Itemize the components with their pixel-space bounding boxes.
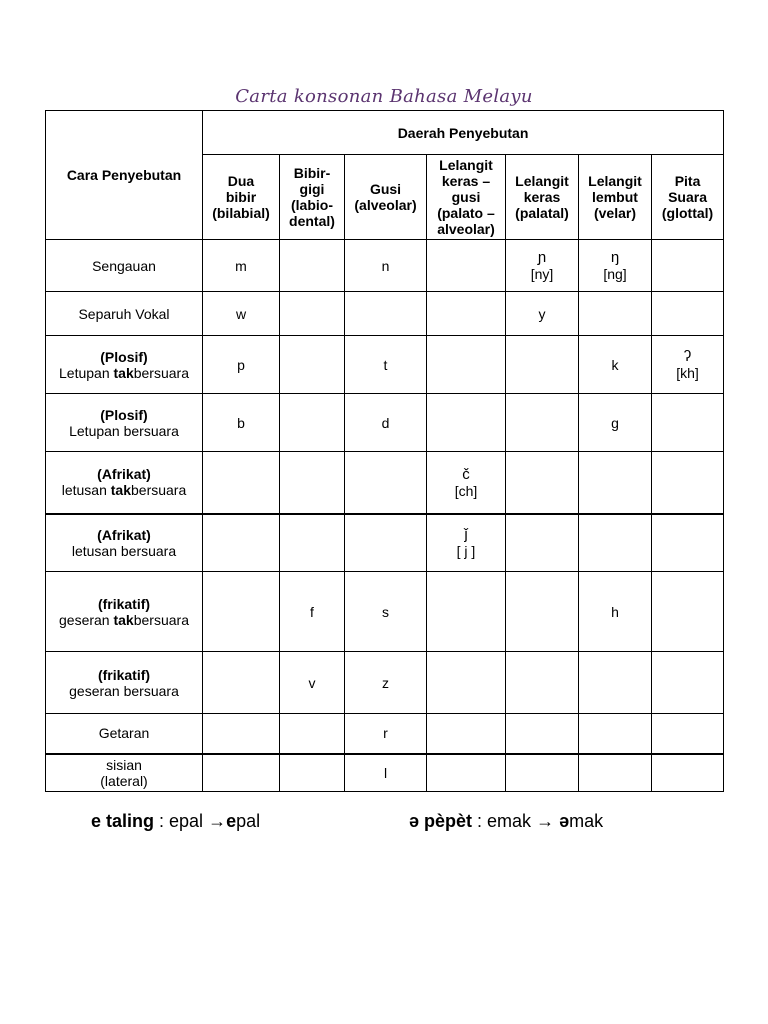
place-label-line: Bibir- — [293, 165, 331, 181]
ipa-symbol: ɲ — [537, 249, 547, 266]
consonant-cell — [652, 754, 724, 792]
consonant-cell — [280, 336, 345, 394]
consonant-cell — [345, 336, 427, 394]
place-header: Daerah Penyebutan — [203, 111, 724, 155]
manner-row — [46, 452, 724, 514]
consonant-cell — [280, 514, 345, 572]
manner-text: letusan — [61, 482, 111, 499]
place-label-line: (bilabial) — [212, 205, 270, 221]
consonant-cell — [579, 336, 652, 394]
consonant-cell — [345, 754, 427, 792]
consonant-cell — [345, 292, 427, 336]
manner-label — [46, 514, 203, 572]
consonant-cell — [427, 336, 506, 394]
manner-text: Separuh Vokal — [78, 305, 170, 322]
manner-text: sisian — [106, 756, 142, 773]
e-pepet-bold: ə — [554, 811, 570, 831]
header-row — [46, 111, 724, 155]
manner-label — [46, 336, 203, 394]
consonant-cell — [579, 652, 652, 714]
place-label-line: (palatal) — [515, 205, 569, 221]
place-label-line: alveolar) — [437, 221, 495, 237]
place-label-line: gusi — [451, 189, 481, 205]
romanization: [ny] — [530, 266, 554, 282]
manner-label — [46, 652, 203, 714]
consonant-cell — [579, 292, 652, 336]
place-column-header — [280, 155, 345, 240]
consonant-cell — [579, 714, 652, 754]
consonant-cell — [345, 394, 427, 452]
consonant-symbol: f — [310, 603, 314, 620]
arrow-right-icon: → — [208, 811, 227, 831]
romanization: [kh] — [676, 365, 699, 381]
place-label-line: Lelangit — [515, 173, 569, 189]
manner-row — [46, 514, 724, 572]
consonant-cell — [427, 714, 506, 754]
consonant-cell — [203, 240, 280, 292]
manner-row — [46, 292, 724, 336]
consonant-symbol: r — [383, 725, 388, 742]
consonant-cell — [280, 292, 345, 336]
consonant-cell — [506, 452, 579, 514]
consonant-chart-table — [45, 110, 724, 792]
consonant-cell — [506, 754, 579, 792]
manner-text: tak — [113, 364, 134, 381]
manner-text: Sengauan — [92, 257, 156, 274]
manner-text: (Afrikat) — [97, 466, 151, 483]
consonant-cell — [345, 240, 427, 292]
place-label-line: Dua — [227, 173, 255, 189]
manner-row — [46, 572, 724, 652]
manner-text: Letupan bersuara — [69, 422, 179, 439]
manner-text: tak — [113, 611, 134, 628]
e-pepet-example: : emak — [472, 811, 537, 831]
manner-text: (frikatif) — [97, 595, 151, 612]
manner-text: (lateral) — [100, 772, 148, 789]
manner-row — [46, 336, 724, 394]
place-label-line: Lelangit — [439, 157, 493, 173]
manner-label — [46, 292, 203, 336]
manner-text: geseran — [59, 611, 114, 628]
consonant-cell — [427, 652, 506, 714]
consonant-cell — [203, 572, 280, 652]
arrow-right-icon: → — [536, 811, 555, 831]
consonant-symbol: z — [382, 674, 389, 691]
consonant-cell — [345, 514, 427, 572]
place-column-header — [427, 155, 506, 240]
manner-text: (Plosif) — [100, 348, 148, 365]
consonant-cell — [652, 714, 724, 754]
consonant-cell — [345, 452, 427, 514]
manner-label — [46, 572, 203, 652]
consonant-symbol: g — [611, 414, 619, 431]
e-taling-rest: pal — [236, 811, 261, 831]
manner-row — [46, 754, 724, 792]
ipa-symbol: č — [462, 465, 470, 483]
manner-label — [46, 754, 203, 792]
e-pepet-rest: mak — [569, 811, 604, 831]
consonant-cell — [652, 452, 724, 514]
consonant-cell — [203, 514, 280, 572]
consonant-cell — [652, 394, 724, 452]
consonant-symbol: t — [383, 356, 388, 373]
consonant-cell — [652, 572, 724, 652]
consonant-cell — [579, 514, 652, 572]
consonant-cell — [652, 292, 724, 336]
consonant-cell — [203, 292, 280, 336]
e-taling-bold: e — [226, 811, 237, 831]
consonant-cell — [427, 452, 506, 514]
manner-text: bersuara — [133, 364, 189, 381]
manner-text: bersuara — [133, 611, 189, 628]
place-column-header — [345, 155, 427, 240]
consonant-cell — [280, 652, 345, 714]
consonant-symbol: k — [611, 356, 619, 373]
consonant-cell — [506, 394, 579, 452]
consonant-cell — [579, 394, 652, 452]
manner-text: letusan bersuara — [71, 542, 177, 559]
romanization: [ng] — [603, 266, 627, 282]
place-label-line: (labio- — [291, 197, 333, 213]
consonant-cell — [579, 452, 652, 514]
consonant-cell — [203, 714, 280, 754]
consonant-cell — [427, 292, 506, 336]
consonant-cell — [506, 652, 579, 714]
consonant-symbol: d — [381, 414, 390, 431]
consonant-symbol: y — [538, 305, 546, 322]
manner-text: bersuara — [131, 482, 187, 499]
consonant-cell — [506, 240, 579, 292]
place-label-line: lembut — [592, 189, 638, 205]
place-label-line: dental) — [289, 213, 335, 229]
e-taling-example: : epal — [154, 811, 209, 831]
romanization: [ch] — [454, 482, 478, 499]
consonant-cell — [203, 652, 280, 714]
e-taling-note — [91, 811, 260, 832]
place-label-line: (glottal) — [661, 205, 714, 221]
consonant-cell — [345, 652, 427, 714]
consonant-cell — [203, 452, 280, 514]
consonant-symbol: p — [237, 356, 245, 373]
consonant-cell — [506, 292, 579, 336]
place-label-line: bibir — [225, 189, 257, 205]
consonant-symbol: w — [235, 305, 247, 322]
consonant-cell — [579, 754, 652, 792]
manner-text: (Plosif) — [100, 406, 148, 423]
consonant-cell — [506, 572, 579, 652]
manner-label — [46, 452, 203, 514]
consonant-cell — [506, 336, 579, 394]
e-pepet-term: ə pèpèt — [409, 811, 473, 831]
manner-text: tak — [110, 482, 131, 499]
consonant-symbol: v — [308, 674, 316, 691]
manner-text: (Afrikat) — [97, 526, 151, 543]
consonant-cell — [280, 394, 345, 452]
consonant-cell — [203, 336, 280, 394]
consonant-cell — [579, 240, 652, 292]
place-column-header — [652, 155, 724, 240]
manner-row — [46, 714, 724, 754]
e-pepet-note — [409, 811, 603, 832]
consonant-cell — [280, 754, 345, 792]
consonant-cell — [506, 714, 579, 754]
consonant-cell — [345, 572, 427, 652]
place-label-line: keras – — [441, 173, 491, 189]
manner-label — [46, 394, 203, 452]
place-label-line: (velar) — [593, 205, 637, 221]
place-column-header — [203, 155, 280, 240]
place-label-line: (palato – — [437, 205, 495, 221]
consonant-cell — [203, 754, 280, 792]
chart-title: Carta konsonan Bahasa Melayu — [235, 86, 533, 107]
romanization: [ j ] — [456, 543, 476, 560]
consonant-cell — [280, 452, 345, 514]
manner-label — [46, 714, 203, 754]
manner-row — [46, 652, 724, 714]
consonant-cell — [427, 394, 506, 452]
consonant-cell — [506, 514, 579, 572]
place-label-line: Pita — [674, 173, 701, 189]
manner-text: geseran bersuara — [69, 682, 179, 699]
consonant-symbol: m — [235, 257, 247, 274]
manner-header: Cara Penyebutan — [46, 111, 203, 240]
consonant-cell — [652, 652, 724, 714]
place-label-line: keras — [523, 189, 561, 205]
manner-text: (frikatif) — [97, 666, 151, 683]
place-column-header — [506, 155, 579, 240]
consonant-cell — [345, 714, 427, 754]
consonant-cell — [652, 514, 724, 572]
consonant-cell — [652, 336, 724, 394]
manner-text: Getaran — [98, 725, 150, 742]
consonant-cell — [427, 240, 506, 292]
place-label-line: gigi — [299, 181, 325, 197]
place-column-header — [579, 155, 652, 240]
consonant-symbol: n — [381, 257, 390, 274]
consonant-cell — [203, 394, 280, 452]
consonant-cell — [280, 240, 345, 292]
consonant-symbol: h — [611, 603, 619, 620]
place-label-line: Lelangit — [588, 173, 642, 189]
e-taling-term: e taling — [91, 811, 155, 831]
place-label-line: Gusi — [369, 181, 402, 197]
consonant-cell — [427, 514, 506, 572]
place-label-line: (alveolar) — [354, 197, 417, 213]
consonant-cell — [652, 240, 724, 292]
consonant-symbol: b — [237, 414, 245, 431]
consonant-cell — [579, 572, 652, 652]
consonant-cell — [427, 754, 506, 792]
manner-row — [46, 240, 724, 292]
ipa-symbol: ŋ — [610, 249, 620, 266]
manner-label — [46, 240, 203, 292]
consonant-cell — [280, 572, 345, 652]
ipa-symbol: ǰ — [464, 526, 468, 544]
consonant-symbol: l — [383, 764, 388, 781]
ipa-symbol: ʔ — [683, 348, 692, 365]
manner-row — [46, 394, 724, 452]
manner-text: Letupan — [59, 364, 114, 381]
consonant-cell — [280, 714, 345, 754]
consonant-cell — [427, 572, 506, 652]
place-label-line: Suara — [668, 189, 707, 205]
consonant-symbol: s — [382, 603, 389, 620]
